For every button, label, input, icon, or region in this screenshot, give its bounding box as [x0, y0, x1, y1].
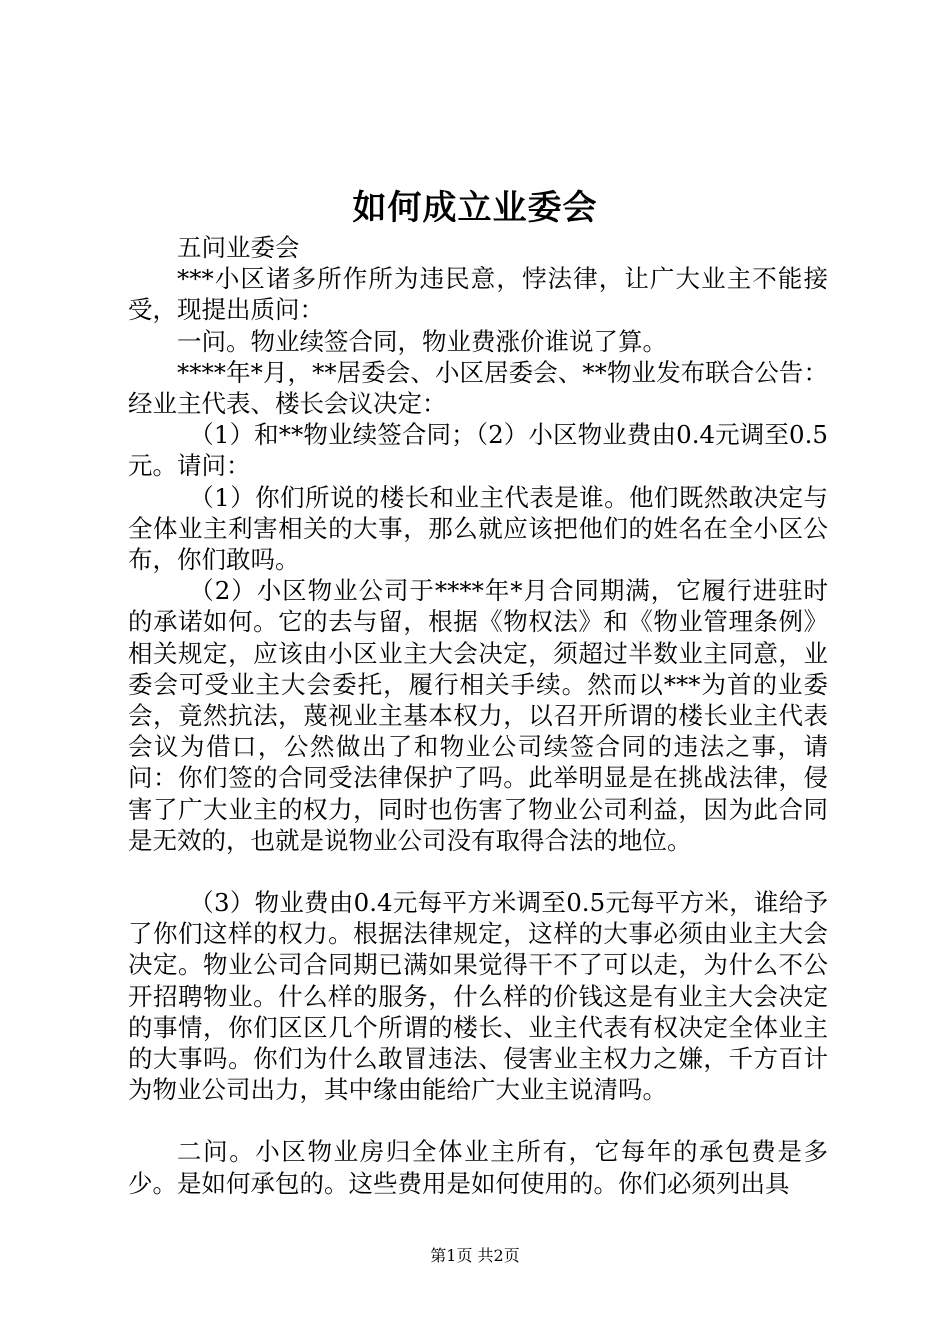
paragraph-point-2: （2）小区物业公司于****年*月合同期满，它履行进驻时的承诺如何。它的去与留，根据《物权法》和《物业管理条例》相关规定，应该由小区业主大会决定，须超过半数业主同意，业委会可受业主大会委托，履行相关手续。然而以***为首的业委会，竟然抗法，蔑视业主基本权力，以召开所谓的楼长业主代表会议为借口，公然做出了和物业公司续签合同的违法之事，请问：你们签的合同受法律保护了吗。此举明显是在挑战法律，侵害了广大业主的权力，同时也伤害了物业公司利益，因为此合同是无效的，也就是说物业公司没有取得合法的地位。 [128, 576, 828, 855]
paragraph-point-1: （1）你们所说的楼长和业主代表是谁。他们既然敢决定与全体业主利害相关的大事，那么就应该把他们的姓名在全小区公布，你们敢吗。 [128, 482, 828, 575]
paragraph-point-3: （3）物业费由0.4元每平方米调至0.5元每平方米，谁给予了你们这样的权力。根据法律规定，这样的大事必须由业主大会决定。物业公司合同期已满如果觉得干不了可以走，为什么不公开招聘物业。什么样的服务，什么样的价钱这是有业主大会决定的事情，你们区区几个所谓的楼长、业主代表有权决定全体业主的大事吗。你们为什么敢冒违法、侵害业主权力之嫌，千方百计为物业公司出力，其中缘由能给广大业主说清吗。 [128, 888, 828, 1105]
page-footer: 第1页 共2页 [430, 1246, 520, 1265]
document-title: 如何成立业委会 [352, 188, 598, 228]
paragraph-gap [128, 856, 828, 887]
paragraph-heading: 五问业委会 [177, 233, 300, 262]
paragraph-question-one: 一问。物业续签合同，物业费涨价谁说了算。 [177, 326, 667, 356]
paragraph-announcement: ****年*月，**居委会、小区居委会、**物业发布联合公告：经业主代表、楼长会议决定： [128, 357, 828, 419]
paragraph-decision: （1）和**物业续签合同；（2）小区物业费由0.4元调至0.5元。请问： [128, 420, 828, 481]
paragraph-gap [128, 1105, 828, 1136]
document-body [128, 232, 828, 1199]
paragraph-intro: ***小区诸多所作所为违民意，悖法律，让广大业主不能接受，现提出质问： [128, 264, 828, 325]
paragraph-question-two: 二问。小区物业房归全体业主所有，它每年的承包费是多少。是如何承包的。这些费用是如何使用的。你们必须列出具 [128, 1137, 828, 1198]
